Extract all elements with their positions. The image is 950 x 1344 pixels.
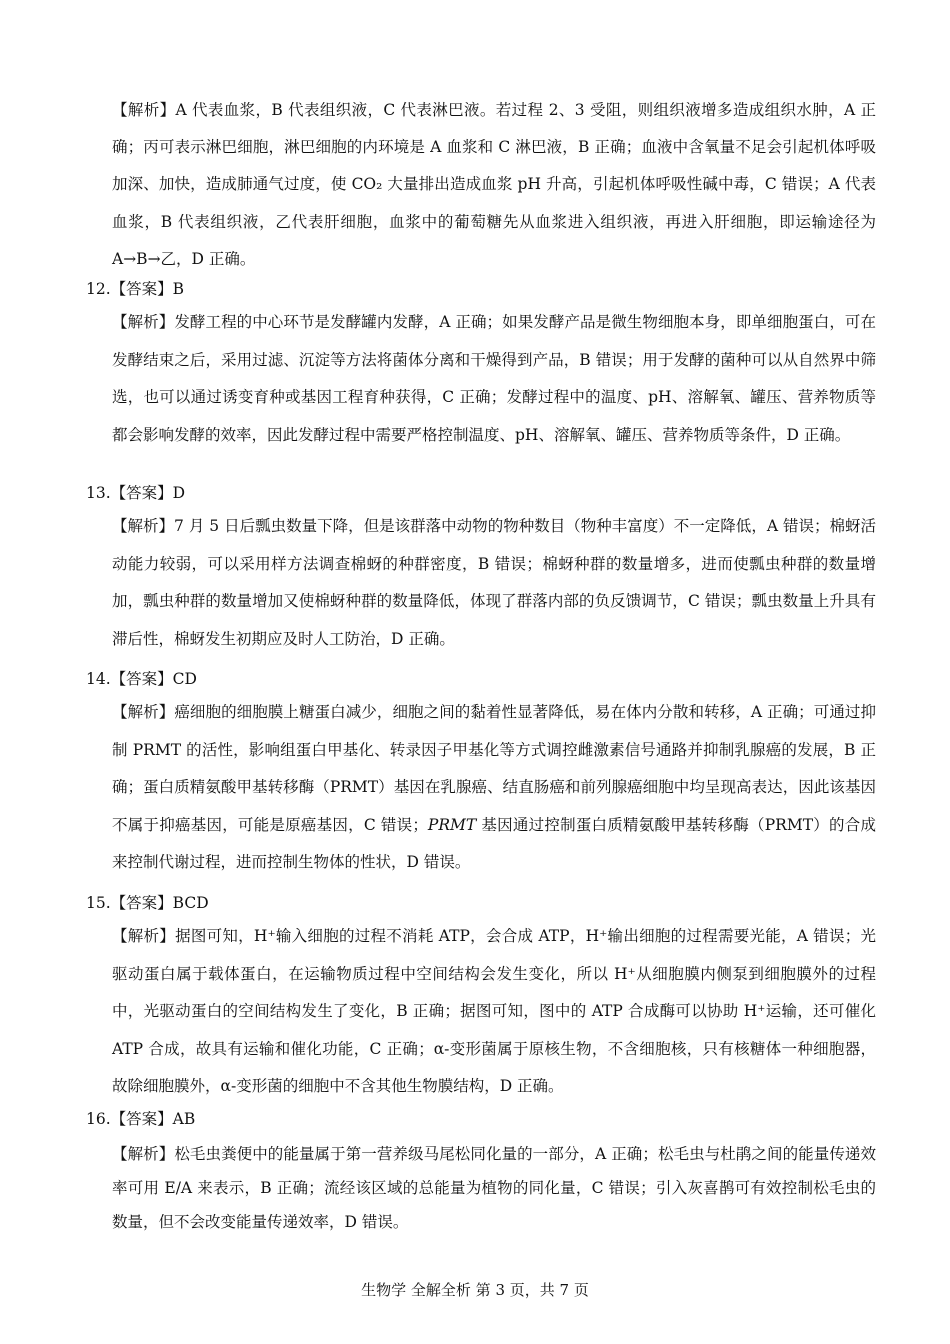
- question-16-block: [86, 1108, 876, 1239]
- question-13-block: [86, 482, 876, 658]
- question-15-block: [86, 892, 876, 1106]
- question-14-analysis-part2: 基因通过控制蛋白质精氨酸甲基转移酶（PRMT）的合成来控制代谢过程，进而控制生物体的性状，D 错误。: [112, 815, 876, 871]
- question-12-answer: 12.【答案】B: [86, 280, 185, 298]
- question-12-analysis: 【解析】发酵工程的中心环节是发酵罐内发酵，A 正确；如果发酵产品是微生物细胞本身，即单细胞蛋白，可在发酵结束之后，采用过滤、沉淀等方法将菌体分离和干燥得到产品，B 错误；用于发酵的菌种可以从自然界中筛选，也可以通过诱变育种或基因工程育种获得，C 正确；发酵过程中的温度、pH、溶解氧、罐压、营养物质等都会影响发酵的效率，因此发酵过程中需要严格控制温度、pH、溶解氧、罐压、营养物质等条件，D 正确。: [112, 313, 876, 444]
- question-13-answer: 13.【答案】D: [86, 484, 186, 502]
- question-14-analysis-part1: 【解析】癌细胞的细胞膜上糖蛋白减少，细胞之间的黏着性显著降低，易在体内分散和转移，A 正确；可通过抑制 PRMT 的活性，影响组蛋白甲基化、转录因子甲基化等方式调控雌激素信号通路并抑制乳腺癌的发展，B 正确；蛋白质精氨酸甲基转移酶（PRMT）基因在乳腺癌、结直肠癌和前列腺癌细胞中均呈现高表达，因此该基因不属于抑癌基因，可能是原癌基因，C 错误；: [112, 703, 876, 834]
- page-footer: 生物学 全解全析 第 3 页，共 7 页: [361, 1281, 589, 1299]
- question-12-block: [86, 278, 876, 454]
- question-11-block: [86, 92, 876, 278]
- question-15-answer: 15.【答案】BCD: [86, 894, 209, 912]
- question-15-analysis: 【解析】据图可知，H⁺输入细胞的过程不消耗 ATP，会合成 ATP，H⁺输出细胞的过程需要光能，A 错误；光驱动蛋白属于载体蛋白，在运输物质过程中空间结构会发生变化，所以 H⁺从细胞膜内侧泵到细胞膜外的过程中，光驱动蛋白的空间结构发生了变化，B 正确；据图可知，图中的 ATP 合成酶可以协助 H⁺运输，还可催化 ATP 合成，故具有运输和催化功能，C 正确；α-变形菌属于原核生物，不含细胞核，只有核糖体一种细胞器，故除细胞膜外，α-变形菌的细胞中不含其他生物膜结构，D 正确。: [112, 927, 876, 1095]
- question-13-analysis: 【解析】7 月 5 日后瓢虫数量下降，但是该群落中动物的物种数目（物种丰富度）不一定降低，A 错误；棉蚜活动能力较弱，可以采用样方法调查棉蚜的种群密度，B 错误；棉蚜种群的数量增多，进而使瓢虫种群的数量增加，瓢虫种群的数量增加又使棉蚜种群的数量降低，体现了群落内部的负反馈调节，C 错误；瓢虫数量上升具有滞后性，棉蚜发生初期应及时人工防治，D 正确。: [112, 517, 876, 648]
- gene-name-italic: PRMT: [427, 815, 477, 834]
- question-11-analysis: 【解析】A 代表血浆，B 代表组织液，C 代表淋巴液。若过程 2、3 受阻，则组织液增多造成组织水肿，A 正确；丙可表示淋巴细胞，淋巴细胞的内环境是 A 血浆和 C 淋巴液，B 正确；血液中含氧量不足会引起机体呼吸加深、加快，造成肺通气过度，使 CO₂ 大量排出造成血浆 pH 升高，引起机体呼吸性碱中毒，C 错误；A 代表血浆，B 代表组织液，乙代表肝细胞，血浆中的葡萄糖先从血浆进入组织液，再进入肝细胞，即运输途径为 A→B→乙，D 正确。: [112, 101, 876, 268]
- question-16-analysis: 【解析】松毛虫粪便中的能量属于第一营养级马尾松同化量的一部分，A 正确；松毛虫与杜鹃之间的能量传递效率可用 E/A 来表示，B 正确；流经该区域的总能量为植物的同化量，C 错误；引入灰喜鹊可有效控制松毛虫的数量，但不会改变能量传递效率，D 错误。: [112, 1145, 876, 1231]
- question-16-answer: 16.【答案】AB: [86, 1110, 196, 1128]
- question-14-block: [86, 668, 876, 882]
- question-14-answer: 14.【答案】CD: [86, 670, 197, 688]
- question-14-analysis: [112, 694, 876, 882]
